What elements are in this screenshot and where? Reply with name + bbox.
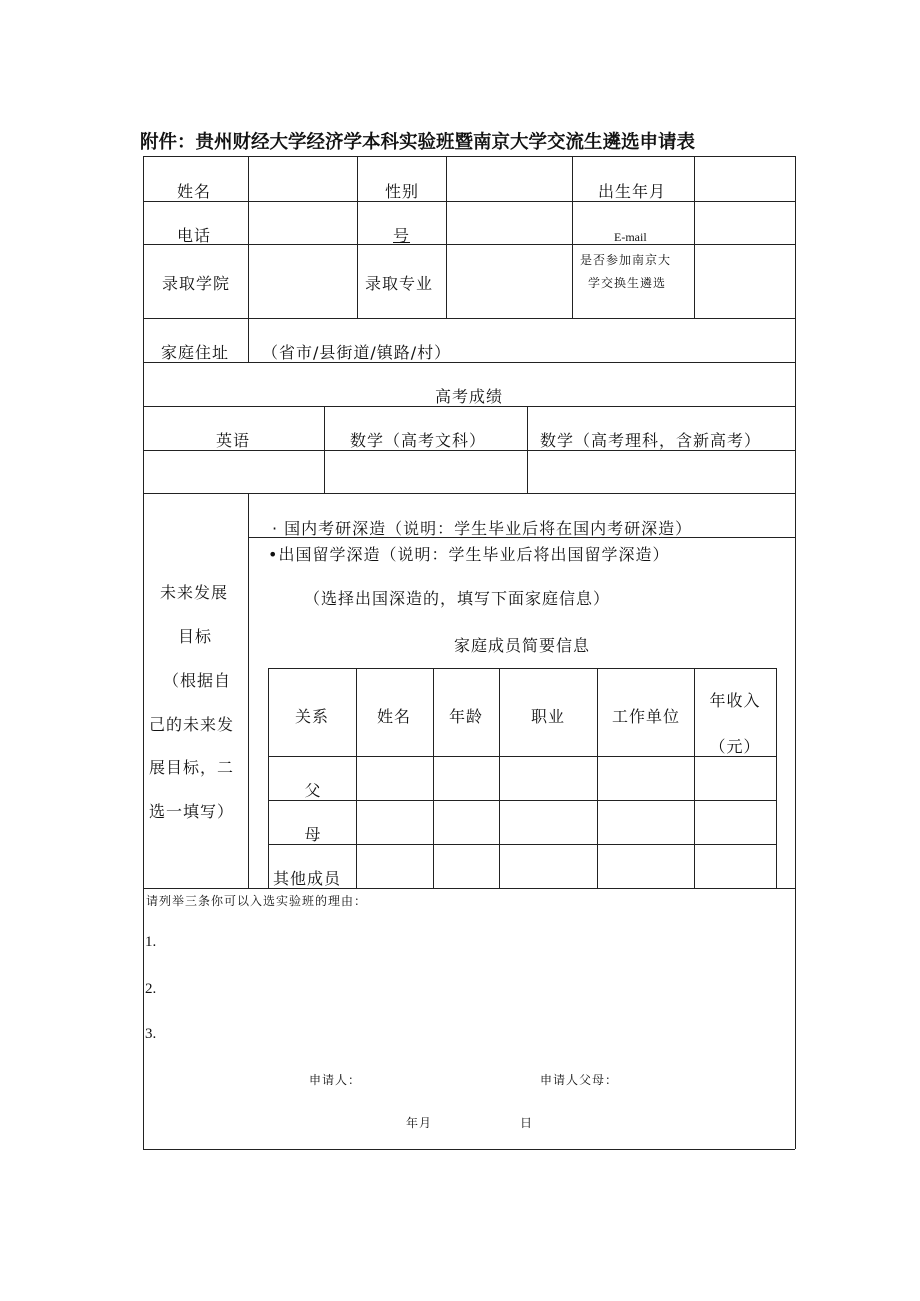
date-day: 日 [520,1116,534,1130]
family-header-relation: 关系 [294,707,330,726]
email-field[interactable] [696,203,793,243]
label-email: E-mail [614,230,647,244]
family-header-workplace: 工作单位 [611,707,681,726]
label-gender: 性别 [385,182,420,201]
family-header-job: 职业 [530,707,566,726]
major-field[interactable] [448,246,570,316]
address-field[interactable] [250,320,793,360]
label-college: 录取学院 [162,274,231,293]
goal-label-2: 目标 [178,627,213,646]
reason-1-number: 1. [145,934,157,950]
goal-option-abroad[interactable]: •出国留学深造（说明：学生毕业后将出国留学深造） [268,545,670,564]
parents-signature-label: 申请人父母： [540,1073,619,1087]
family-row-mother: 母 [304,825,322,844]
family-row-father: 父 [304,781,322,800]
goal-option-domestic[interactable]: · 国内考研深造（说明：学生毕业后将在国内考研深造） [272,519,693,538]
label-major: 录取专业 [365,274,434,293]
label-nju-line2: 学交换生遴选 [588,276,667,290]
label-english: 英语 [216,431,251,450]
family-header-income-unit: （元） [709,737,761,756]
college-field[interactable] [250,246,355,316]
label-birth: 出生年月 [598,182,667,201]
abroad-note: （选择出国深造的，填写下面家庭信息） [304,589,611,608]
family-row-other: 其他成员 [272,869,342,888]
applicant-signature-label: 申请人： [309,1073,362,1087]
reason-2-number: 2. [145,981,157,997]
goal-label-6: 选一填写） [149,802,235,821]
page-title: 附件：贵州财经大学经济学本科实验班暨南京大学交流生遴选申请表 [140,132,696,153]
nju-exchange-field[interactable] [696,246,793,316]
math-arts-score-field[interactable] [326,452,525,492]
goal-label-3: （根据自 [163,671,232,690]
math-science-score-field[interactable] [529,452,793,492]
family-header-income: 年收入 [709,691,761,710]
family-header-age: 年龄 [448,707,484,726]
label-math-science: 数学（高考理科，含新高考） [540,431,762,450]
reason-1-field[interactable] [162,930,792,956]
date-year-month: 年月 [406,1116,433,1130]
label-address: 家庭住址 [161,343,230,362]
reason-3-number: 3. [145,1026,157,1042]
family-header-name: 姓名 [376,707,412,726]
goal-label-5: 展目标，二 [149,758,235,777]
label-phone: 电话 [177,226,212,245]
label-math-arts: 数学（高考文科） [350,431,487,450]
birth-field[interactable] [696,158,793,200]
label-hao: 号 [393,226,411,245]
name-field[interactable] [250,158,355,200]
label-nju-line1: 是否参加南京大 [580,253,672,267]
goal-label-4: 己的未来发 [149,715,235,734]
english-score-field[interactable] [145,452,322,492]
family-title: 家庭成员简要信息 [453,636,591,655]
reason-3-field[interactable] [162,1022,792,1048]
phone-field[interactable] [250,203,355,243]
gender-field[interactable] [448,158,570,200]
goal-label-1: 未来发展 [160,583,229,602]
reasons-prompt: 请列举三条你可以入选实验班的理由： [146,894,368,908]
reason-2-field[interactable] [162,977,792,1003]
address-hint: （省市/县街道/镇路/村） [262,343,452,362]
hao-field[interactable] [448,203,570,243]
gaokao-header: 高考成绩 [434,387,504,406]
label-name: 姓名 [177,182,212,201]
